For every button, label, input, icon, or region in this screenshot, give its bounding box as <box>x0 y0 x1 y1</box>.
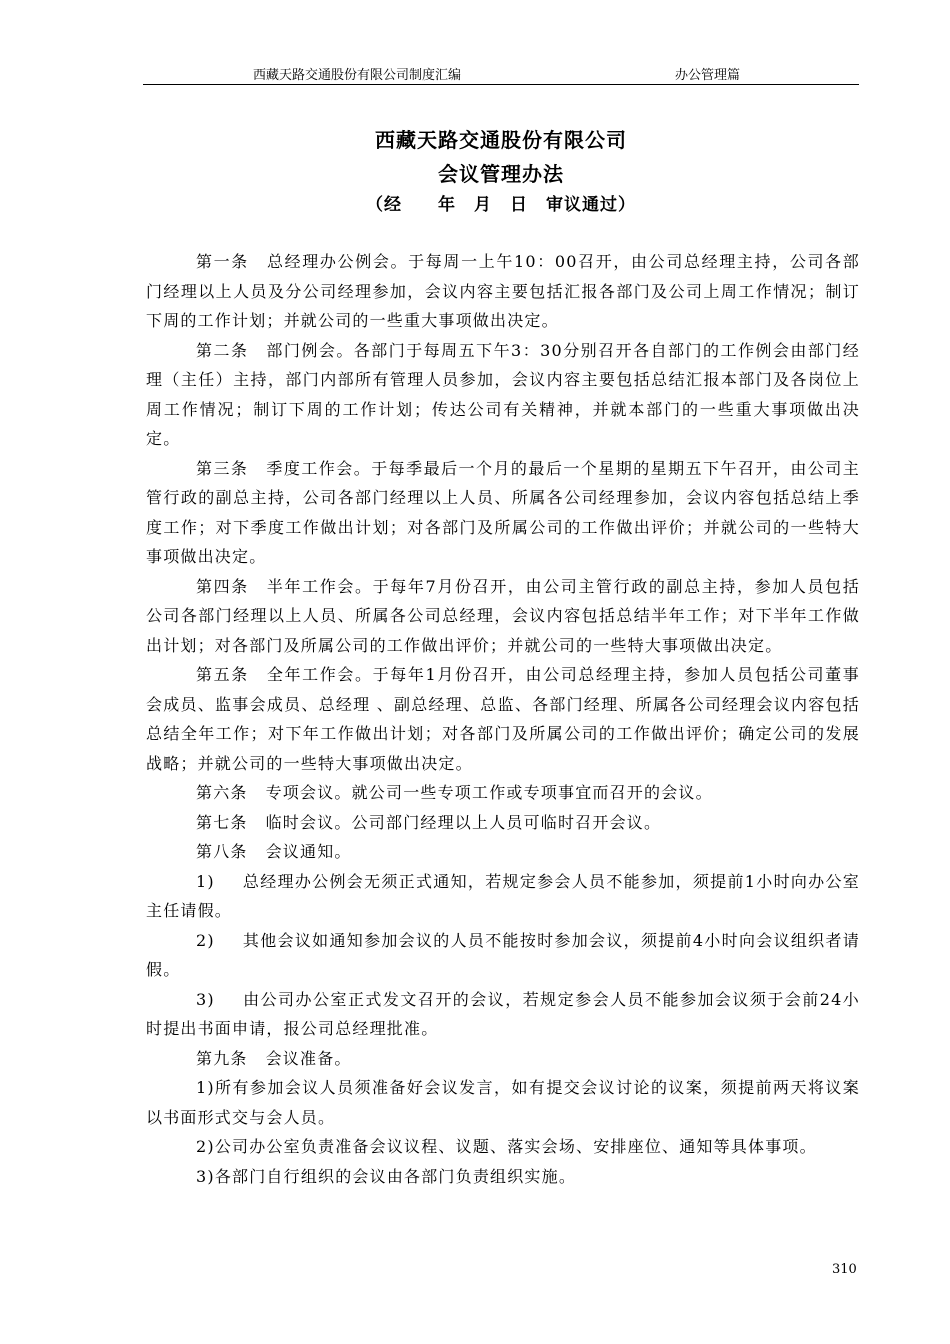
company-title: 西藏天路交通股份有限公司 <box>375 128 627 152</box>
approval-line: （经 年 月 日 审议通过） <box>366 195 636 215</box>
item-label: 2) <box>196 930 215 950</box>
item-text: 3)各部门自行组织的会议由各部门负责组织实施。 <box>196 1166 577 1186</box>
article-label: 第五条 <box>196 665 249 684</box>
article-label: 第三条 <box>196 458 249 478</box>
paragraph-1 <box>146 247 860 336</box>
article-text: 临时会议。公司部门经理以上人员可临时召开会议。 <box>265 812 662 832</box>
item-text: 由公司办公室正式发文召开的会议，若规定参会人员不能参加会议须于会前24小时提出书面申请，报公司总经理批准。 <box>146 989 860 1038</box>
item-text: 总经理办公例会无须正式通知，若规定参会人员不能参加，须提前1小时向办公室主任请假。 <box>146 871 860 920</box>
paragraph-12 <box>146 1044 860 1074</box>
page-number: 310 <box>832 1262 857 1277</box>
article-text: 部门例会。各部门于每周五下午3：30分别召开各自部门的工作例会由部门经理（主任）主持，部门内部所有管理人员参加，会议内容主要包括总结汇报本部门及各岗位上周工作情况；制订下周的工作计划；传达公司有关精神，并就本部门的一些重大事项做出决定。 <box>146 340 860 448</box>
paragraph-4 <box>146 572 860 661</box>
article-label: 第一条 <box>196 252 249 271</box>
paragraph-10 <box>146 926 860 985</box>
article-text: 会议通知。 <box>265 842 352 861</box>
page-header <box>143 62 859 85</box>
item-label: 3) <box>196 989 215 1009</box>
article-label: 第二条 <box>196 340 249 360</box>
header-left: 西藏天路交通股份有限公司制度汇编 <box>253 68 462 83</box>
paragraph-5 <box>146 660 860 778</box>
article-label: 第七条 <box>196 812 248 832</box>
item-text: 1)所有参加会议人员须准备好会议发言，如有提交会议讨论的议案，须提前两天将议案以书面形式交与会人员。 <box>146 1078 860 1127</box>
paragraph-9 <box>146 867 860 926</box>
item-label: 1) <box>196 871 215 891</box>
paragraph-13 <box>146 1073 860 1132</box>
document-title: 会议管理办法 <box>438 162 564 186</box>
item-text: 其他会议如通知参加会议的人员不能按时参加会议，须提前4小时向会议组织者请假。 <box>146 930 860 979</box>
article-text: 季度工作会。于每季最后一个月的最后一个星期的星期五下午召开，由公司主管行政的副总主持，公司各部门经理以上人员、所属各公司经理参加，会议内容包括总结上季度工作；对下季度工作做出计划；对各部门及所属公司的工作做出评价；并就公司的一些特大事项做出决定。 <box>146 458 860 566</box>
paragraph-8 <box>146 837 860 867</box>
paragraph-2 <box>146 336 860 454</box>
article-label: 第六条 <box>196 783 248 802</box>
paragraph-7 <box>146 808 860 838</box>
item-text: 2)公司办公室负责准备会议议程、议题、落实会场、安排座位、通知等具体事项。 <box>196 1137 817 1156</box>
article-label: 第九条 <box>196 1048 248 1068</box>
article-text: 总经理办公例会。于每周一上午10：00召开，由公司总经理主持，公司各部门经理以上人员及分公司经理参加，会议内容主要包括汇报各部门及公司上周工作情况；制订下周的工作计划；并就公司的一些重大事项做出决定。 <box>146 252 860 330</box>
article-text: 专项会议。就公司一些专项工作或专项事宜而召开的会议。 <box>265 783 713 802</box>
article-label: 第八条 <box>196 842 248 861</box>
article-label: 第四条 <box>196 576 249 596</box>
paragraph-3 <box>146 454 860 572</box>
paragraph-14 <box>146 1132 860 1162</box>
header-right: 办公管理篇 <box>675 68 741 83</box>
paragraph-15 <box>146 1162 860 1192</box>
article-text: 全年工作会。于每年1月份召开，由公司总经理主持，参加人员包括公司董事会成员、监事会成员、总经理 、副总经理、总监、各部门经理、所属各公司经理会议内容包括总结全年工作；对下年工作做出计划；对各部门及所属公司的工作做出评价；确定公司的发展战略；并就公司的一些特大事项做出决定。 <box>146 665 860 773</box>
article-text: 会议准备。 <box>265 1048 352 1068</box>
paragraph-6 <box>146 778 860 808</box>
paragraph-11 <box>146 985 860 1044</box>
document-body <box>146 247 860 1191</box>
article-text: 半年工作会。于每年7月份召开，由公司主管行政的副总主持，参加人员包括公司各部门经理以上人员、所属各公司总经理，会议内容包括总结半年工作；对下半年工作做出计划；对各部门及所属公司的工作做出评价；并就公司的一些特大事项做出决定。 <box>146 576 860 655</box>
